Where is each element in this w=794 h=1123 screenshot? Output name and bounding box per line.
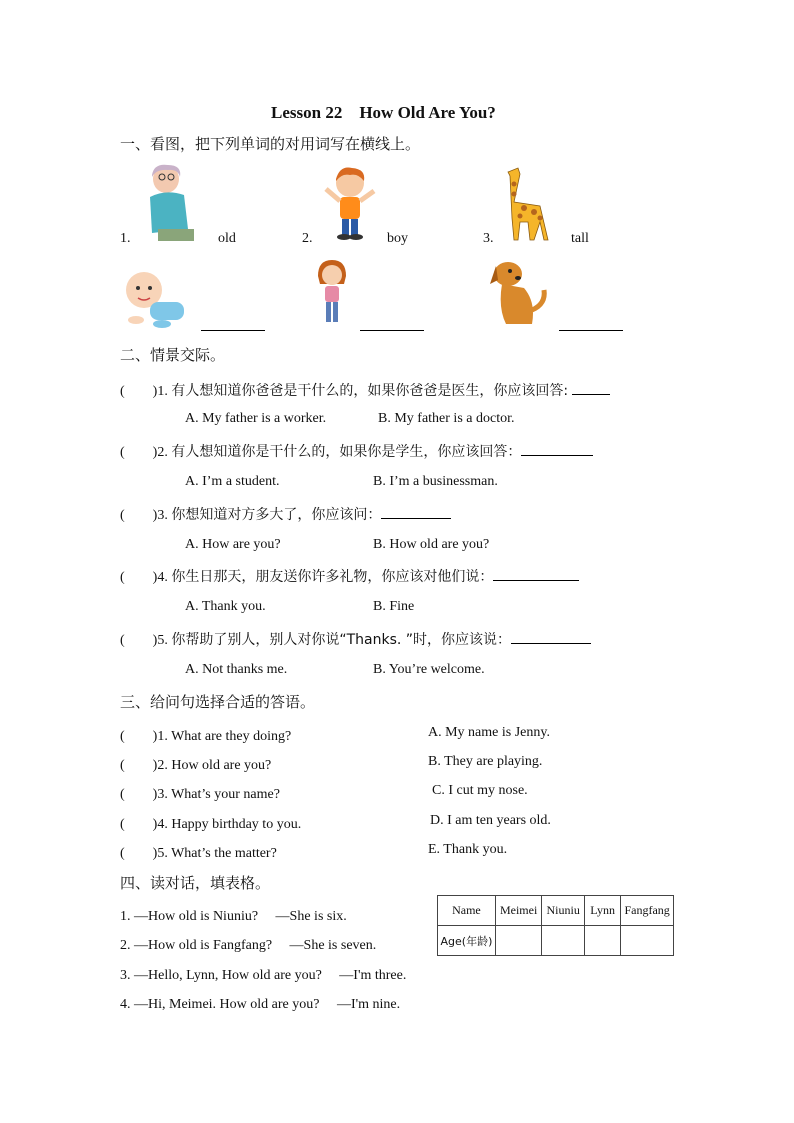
- question-text: 有人想知道你是干什么的，如果你是学生，你应该回答：: [171, 444, 522, 460]
- match-answer: C. I cut my nose.: [432, 783, 528, 798]
- age-table: [437, 895, 674, 956]
- question-row: [120, 566, 579, 586]
- match-question-text: 4. Happy birthday to you.: [157, 817, 302, 832]
- question-row: [120, 441, 593, 461]
- match-answer: B. They are playing.: [428, 754, 543, 769]
- option-b: B. My father is a doctor.: [378, 411, 515, 426]
- answer-paren[interactable]: ( ): [120, 758, 158, 773]
- option-b: B. I’m a businessman.: [373, 474, 498, 489]
- item-1-word: old: [218, 231, 236, 246]
- section-4-heading: 四、读对话，填表格。: [120, 874, 271, 892]
- option-a: A. I’m a student.: [185, 474, 280, 489]
- answer-paren[interactable]: ( ): [120, 633, 158, 648]
- answer-paren[interactable]: ( ): [120, 508, 158, 523]
- dialogue-line: 2. —How old is Fangfang? —She is seven.: [120, 938, 377, 953]
- item-2-word: boy: [387, 231, 408, 246]
- question-row: [120, 380, 610, 400]
- section-2-heading: 二、情景交际。: [120, 346, 226, 364]
- match-question: [120, 813, 301, 833]
- answer-paren[interactable]: ( ): [120, 445, 158, 460]
- answer-blank[interactable]: [511, 629, 591, 644]
- answer-paren[interactable]: ( ): [120, 846, 158, 861]
- table-row-label: Age(年龄): [438, 926, 496, 956]
- answer-paren[interactable]: ( ): [120, 817, 158, 832]
- answer-paren[interactable]: ( ): [120, 787, 158, 802]
- item-2-number: 2.: [302, 231, 313, 246]
- answer-blank[interactable]: [521, 441, 593, 456]
- age-input-cell[interactable]: [495, 926, 542, 956]
- item-3-word: tall: [571, 231, 589, 246]
- answer-paren[interactable]: ( ): [120, 570, 158, 585]
- question-number: 5.: [157, 633, 168, 648]
- question-row: [120, 504, 451, 524]
- question-text: 你生日那天，朋友送你许多礼物，你应该对他们说：: [171, 569, 494, 585]
- answer-paren[interactable]: ( ): [120, 729, 158, 744]
- match-question-text: 3. What’s your name?: [157, 787, 280, 802]
- item-3-number: 3.: [483, 231, 494, 246]
- page-title: Lesson 22 How Old Are You?: [271, 103, 496, 122]
- item-1-number: 1.: [120, 231, 131, 246]
- match-question: [120, 754, 271, 774]
- match-answer: A. My name is Jenny.: [428, 725, 550, 740]
- age-input-cell[interactable]: [584, 926, 620, 956]
- option-b: B. Fine: [373, 599, 415, 614]
- match-answer: E. Thank you.: [428, 842, 508, 857]
- question-text: 你想知道对方多大了，你应该问：: [171, 507, 382, 523]
- dialogue-line: 4. —Hi, Meimei. How old are you? —I'm nine.: [120, 997, 401, 1012]
- dialogue-line: 3. —Hello, Lynn, How old are you? —I'm three.: [120, 968, 407, 983]
- question-text: 你帮助了别人，别人对你说“Thanks. ”时，你应该说：: [171, 632, 512, 648]
- grandma-image: [144, 163, 206, 243]
- match-question-text: 5. What’s the matter?: [157, 846, 277, 861]
- age-input-cell[interactable]: [621, 926, 674, 956]
- option-b: B. How old are you?: [373, 537, 490, 552]
- dialogue-line: 1. —How old is Niuniu? —She is six.: [120, 909, 347, 924]
- baby-image: [122, 268, 194, 330]
- answer-blank-5[interactable]: [360, 316, 424, 331]
- match-question: [120, 842, 277, 862]
- table-header-cell: Name: [438, 896, 496, 926]
- option-a: A. How are you?: [185, 537, 281, 552]
- section-3-heading: 三、给问句选择合适的答语。: [120, 693, 316, 711]
- age-input-cell[interactable]: [542, 926, 585, 956]
- question-number: 4.: [157, 570, 168, 585]
- girl-image: [314, 260, 350, 326]
- option-a: A. Not thanks me.: [185, 662, 288, 677]
- question-number: 3.: [157, 508, 168, 523]
- giraffe-image: [500, 162, 558, 244]
- table-row: [438, 926, 674, 956]
- answer-blank[interactable]: [381, 504, 451, 519]
- answer-blank-4[interactable]: [201, 316, 265, 331]
- table-header-row: [438, 896, 674, 926]
- option-a: A. Thank you.: [185, 599, 266, 614]
- table-header-cell: Meimei: [495, 896, 542, 926]
- answer-blank[interactable]: [493, 566, 579, 581]
- option-b: B. You’re welcome.: [373, 662, 485, 677]
- answer-blank[interactable]: [572, 380, 610, 395]
- question-row: [120, 629, 591, 649]
- match-question-text: 2. How old are you?: [157, 758, 272, 773]
- table-header-cell: Niuniu: [542, 896, 585, 926]
- section-1-heading: 一、看图，把下列单词的对用词写在横线上。: [120, 135, 421, 153]
- boy-image: [322, 165, 378, 243]
- question-number: 2.: [157, 445, 168, 460]
- table-header-cell: Lynn: [584, 896, 620, 926]
- dog-image: [488, 258, 550, 328]
- match-question: [120, 783, 280, 803]
- match-answer: D. I am ten years old.: [430, 813, 551, 828]
- answer-paren[interactable]: ( ): [120, 384, 158, 399]
- answer-blank-6[interactable]: [559, 316, 623, 331]
- question-number: 1.: [157, 384, 168, 399]
- table-header-cell: Fangfang: [621, 896, 674, 926]
- match-question-text: 1. What are they doing?: [157, 729, 292, 744]
- question-text: 有人想知道你爸爸是干什么的，如果你爸爸是医生，你应该回答:: [171, 383, 569, 399]
- option-a: A. My father is a worker.: [185, 411, 327, 426]
- match-question: [120, 725, 291, 745]
